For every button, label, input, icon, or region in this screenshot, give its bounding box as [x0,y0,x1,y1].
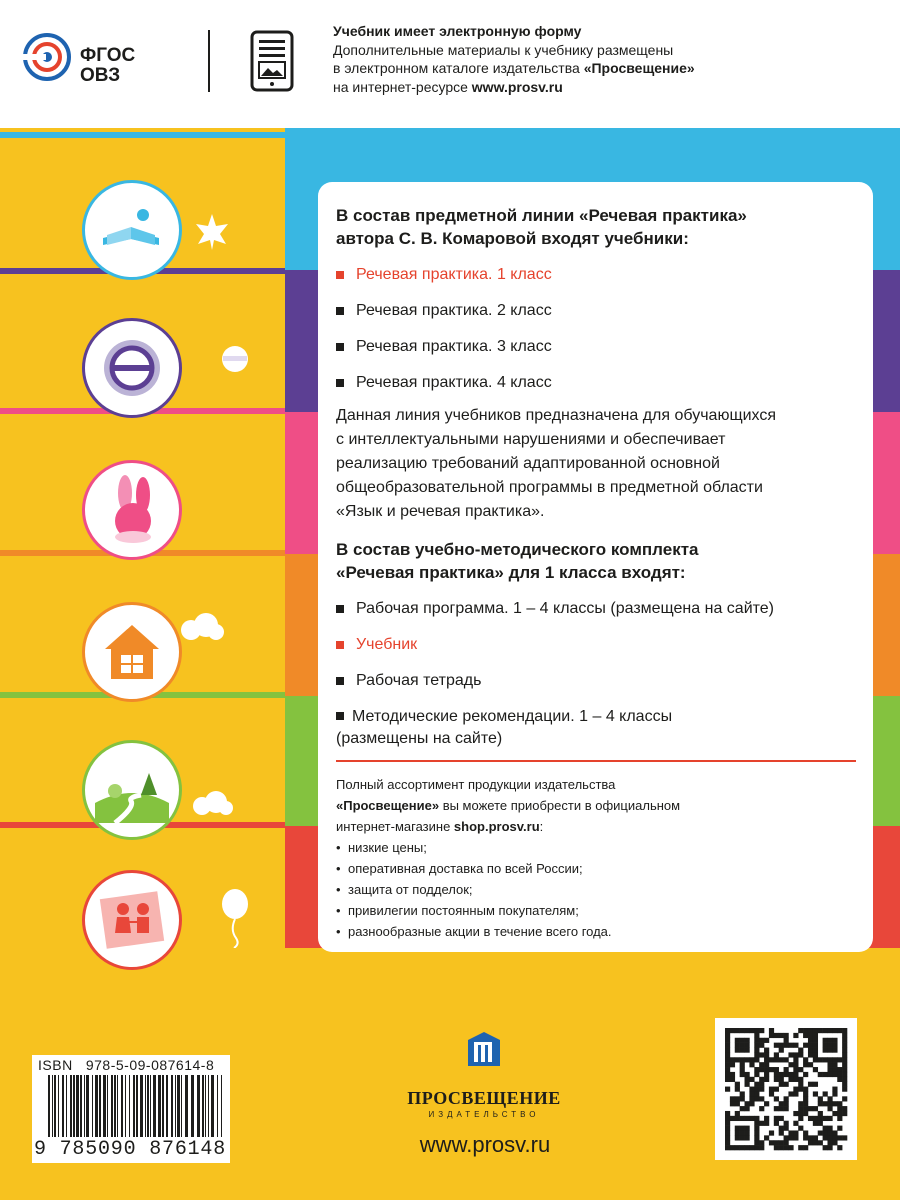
publisher-name: ПРОСВЕЩЕНИЕ [407,1088,561,1108]
content-card [318,182,873,952]
electronic-form-info [333,22,873,96]
children-icon [82,870,182,970]
prosv-link[interactable]: www.prosv.ru [471,78,563,95]
kit-item-continued: (размещены на сайте) [336,730,503,747]
info-title: Учебник имеет электронную форму [333,23,582,39]
list-item: • разнообразные акции в течение всего года. [336,921,856,942]
publisher-subtitle: ИЗДАТЕЛЬСТВО [428,1110,540,1119]
fgos-logo-icon [22,32,72,82]
cloud-icon [176,612,226,642]
cloud-icon [190,790,234,818]
left-band [0,132,285,138]
landscape-icon [82,740,182,840]
series-heading: В состав предметной линии «Речевая практика» автора С. В. Комаровой входят учебники: [336,206,747,248]
list-item: • привилегии постоянным покупателям; [336,900,856,921]
isbn-barcode [32,1055,230,1163]
book-item: Речевая практика. 3 класс [336,336,856,358]
kit-heading: В состав учебно-методического комплекта «Речевая практика» для 1 класса входят: [336,540,699,582]
house-icon [82,602,182,702]
series-description: Данная линия учебников предназначена для обучающихся с интеллектуальными нарушениями и обеспечивает реализацию требований адаптированной основной общеобразовательной программы в предметной области «Язык и речевая практика». [336,407,777,520]
small-ball-icon [220,344,250,374]
kit-item: Рабочая тетрадь [336,670,856,692]
tablet-icon [250,30,294,92]
publisher-logo-icon [466,1030,502,1068]
card-divider [336,760,856,762]
fgos-label: ФГОС ОВЗ [80,45,136,86]
shop-benefits-list [336,837,856,942]
book-icon [82,180,182,280]
info-line-1: Дополнительные материалы к учебнику размещены [333,41,674,58]
shop-link[interactable]: shop.prosv.ru [453,819,540,834]
bunny-icon [82,460,182,560]
book-item: Речевая практика. 4 класс [336,372,856,394]
publisher-url[interactable]: www.prosv.ru [419,1132,551,1157]
list-item: • оперативная доставка по всей России; [336,858,856,879]
list-item: • защита от подделок; [336,879,856,900]
kit-item: Учебник [336,634,856,656]
shop-info: Полный ассортимент продукции издательства «Просвещение» вы можете приобрести в официальном интернет-магазине shop.prosv.ru: • низкие цены; • оперативная доставка по всей России; • защита от подделок; • привилегии постоянным покупателям; • разнообразные акции в течение всего года. [336,774,856,942]
qr-code-icon[interactable] [715,1018,857,1160]
maple-leaf-icon [192,212,232,252]
book-item: Речевая практика. 2 класс [336,300,856,322]
ball-icon [82,318,182,418]
info-line-2: в электронном каталоге издательства «Просвещение» [333,60,695,76]
list-item: • низкие цены; [336,837,856,858]
barcode-digits: 9 785090 876148 [34,1138,227,1161]
info-line-3: на интернет-ресурсе www.prosv.ru [333,78,563,95]
kit-item: Рабочая программа. 1 – 4 классы (размещена на сайте) [336,598,856,620]
kit-item: Методические рекомендации. 1 – 4 классы [336,706,856,728]
header-divider [208,30,210,92]
book-item: Речевая практика. 1 класс [336,264,856,286]
balloon-icon [218,888,252,948]
isbn-text: ISBN 978-5-09-087614-8 [38,1057,215,1073]
barcode-icon [46,1075,226,1137]
